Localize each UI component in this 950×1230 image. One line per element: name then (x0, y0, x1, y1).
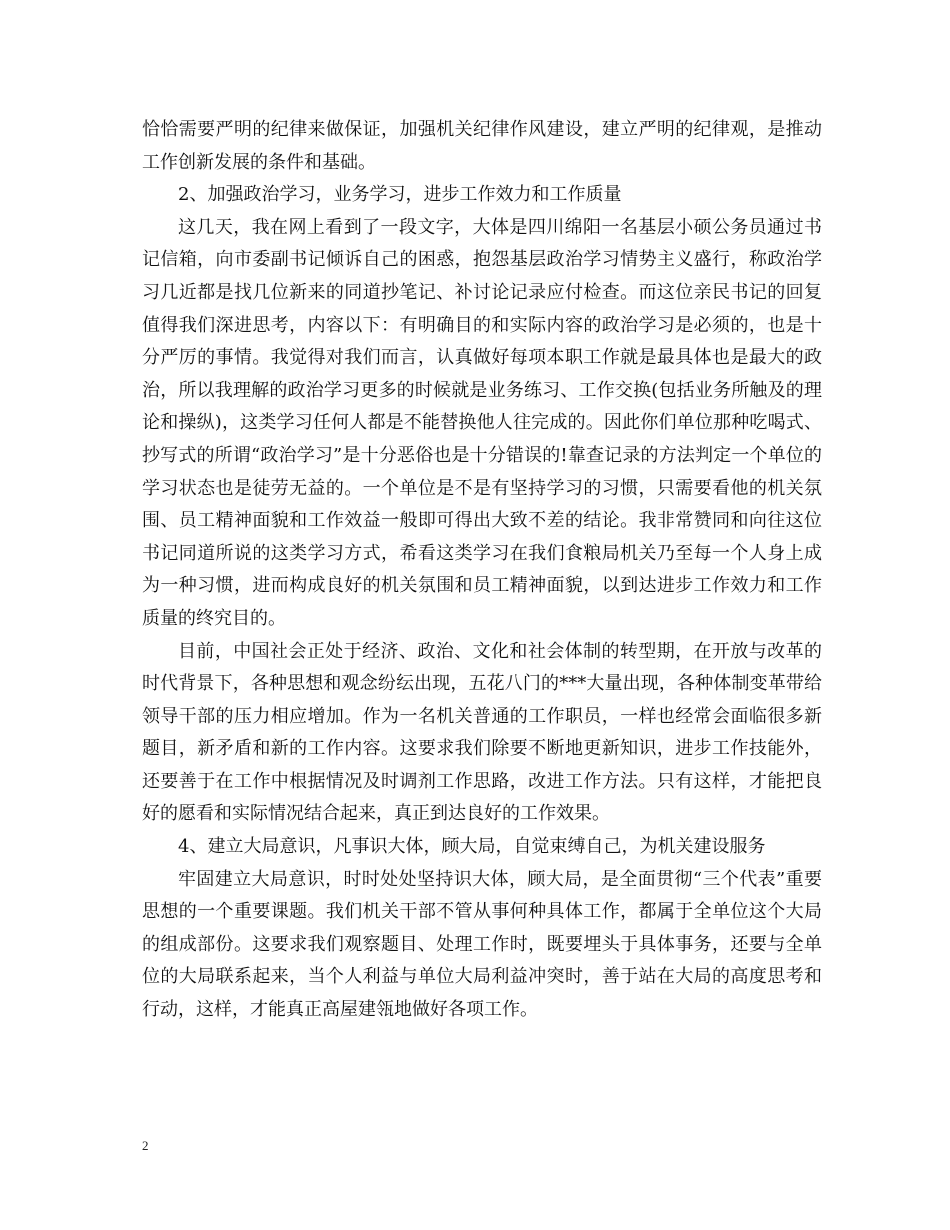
text-line: 进步工作技能外，还要善于在工作中根据情况及时调剂工作思路，改进工作方法。 (142, 738, 823, 792)
document-body (142, 114, 822, 1027)
page-number: 2 (142, 1138, 149, 1153)
text-line: 作交换(包括业务所触及的理论和操纵)，这类学习任何人都是不能替换他人往完 (142, 379, 823, 434)
text-line: 事务，还要与全单位的大局联系起来，当个人利益与单位大局利益冲突时，善于 (142, 933, 823, 988)
text-line: 变革带给领导干部的压力相应增加。作为一名机关普通的工作职员，一样也经常 (142, 673, 823, 727)
text-line: 是必须的，也是十分严厉的事情。我觉得对我们而言，认真做好每项本职工作就 (142, 314, 823, 369)
text-line: 称政治学习几近都是找几位新来的同道抄笔记、补讨论记录应付检查。而这位亲 (142, 249, 823, 303)
text-line: 只有这样，才能把良好的愿看和实际情况结合起来，真正到达良好的工作效果。 (142, 770, 823, 825)
text-line: 不是有坚持学习的习惯，只需要看他的机关氛围、员工精神面貌和工作效益一般 (142, 477, 822, 532)
paragraph (142, 831, 822, 864)
paragraph (142, 212, 822, 636)
text-line: 革的时代背景下，各种思想和观念纷纭出现，五花八门的***大量出现，各种体制 (142, 640, 823, 695)
paragraph (142, 114, 822, 179)
text-line: 过书记信箱，向市委副书记倾诉自己的困惑，抱怨基层政治学习情势主义盛行， (142, 216, 823, 271)
text-line: 表”重要思想的一个重要课题。我们机关干部不管从事何种具体工作，都属于全 (142, 868, 823, 923)
text-line: 民书记的回复值得我们深进思考，内容以下：有明确目的和实际内容的政治学习 (142, 281, 823, 336)
text-line: 的机关氛围和员工精神面貌，以到达进步工作效力和工作质量的终究目的。 (142, 575, 823, 629)
paragraph (142, 864, 822, 1027)
text-line: 即可得出大致不差的结论。我非常赞同和向往这位书记同道所说的这类学习方式， (142, 510, 823, 564)
text-line: 恰恰需要严明的纪律来做保证，加强机关纪律作风建设，建立严明的纪律观，是 (142, 119, 786, 140)
text-line: 推动工作创新发展的条件和基础。 (142, 119, 822, 173)
paragraph (142, 636, 822, 832)
text-line: 牢固建立大局意识，时时处处坚持识大体，顾大局，是全面贯彻“三个代 (178, 868, 758, 890)
text-line: 单位这个大局的组成部份。这要求我们观察题目、处理工作时，既要埋头于具体 (142, 901, 823, 955)
text-line: 会面临很多新题目，新矛盾和新的工作内容。这要求我们除要不断地更新知识， (142, 705, 823, 760)
text-line: 2、加强政治学习，业务学习，进步工作效力和工作质量 (178, 184, 622, 206)
text-line: 希看这类学习在我们食粮局机关乃至每一个人身上成为一种习惯，进而构成良好 (142, 542, 823, 597)
text-line: 站在大局的高度思考和行动，这样，才能真正高屋建瓴地做好各项工作。 (142, 966, 822, 1021)
text-line: 分错误的!靠查记录的方法判定一个单位的学习状态也是徒劳无益的。一个单位是 (142, 444, 822, 499)
text-line: 这几天，我在网上看到了一段文字，大体是四川绵阳一名基层小硕公务员通 (178, 216, 786, 238)
text-line: 是最具体也是最大的政治，所以我理解的政治学习更多的时候就是业务练习、工 (142, 347, 822, 401)
text-line: 目前，中国社会正处于经济、政治、文化和社会体制的转型期，在开放与改 (178, 640, 786, 662)
text-line: 成的。因此你们单位那种吃喝式、抄写式的所谓“政治学习”是十分恶俗也是十 (142, 412, 822, 466)
text-line: 4、建立大局意识，凡事识大体，顾大局，自觉束缚自己，为机关建设服务 (178, 836, 766, 858)
paragraph (142, 179, 822, 212)
